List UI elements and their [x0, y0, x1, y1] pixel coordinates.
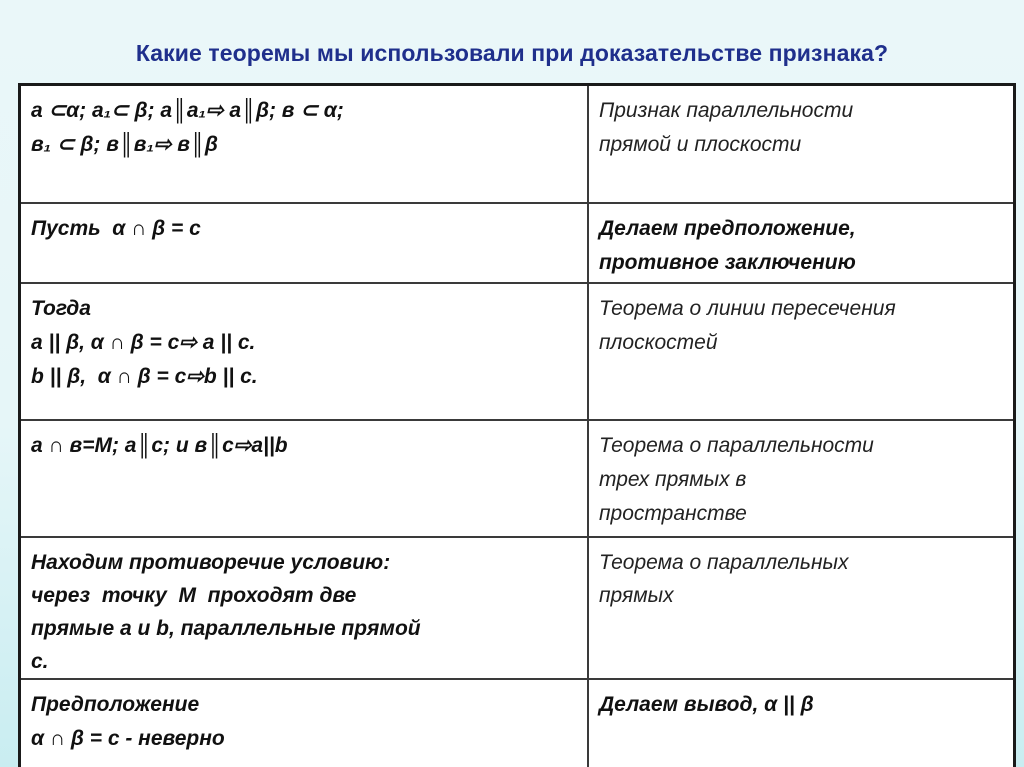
statement-line: а ⊂α; а₁⊂ β; а║а₁⇨ а║β; в ⊂ α; [31, 99, 344, 122]
theorem-line: трех прямых в [599, 468, 747, 491]
statement-line: прямые а и b, параллельные прямой [31, 617, 421, 640]
statement-line: Пусть α ∩ β = с [31, 217, 201, 240]
statement-line: α ∩ β = с - неверно [31, 727, 225, 750]
theorem-line: Теорема о параллельности [599, 434, 874, 457]
theorem-line: противное заключению [599, 251, 856, 274]
table-cell-statement [21, 204, 589, 282]
table-cell-statement [21, 538, 589, 678]
table-cell-statement [21, 86, 589, 202]
table-row [21, 204, 1013, 284]
theorem-line: Теорема о параллельных [599, 551, 849, 574]
table-cell-theorem [589, 204, 1013, 282]
theorem-line: плоскостей [599, 331, 718, 354]
table-cell-statement [21, 421, 589, 536]
table-row [21, 538, 1013, 680]
statement-line: b || β, α ∩ β = с⇨b || с. [31, 365, 258, 388]
theorem-line: прямых [599, 584, 674, 607]
statement-line: Предположение [31, 693, 200, 716]
statement-line: в₁ ⊂ β; в║в₁⇨ в║β [31, 133, 218, 156]
table-cell-theorem [589, 421, 1013, 536]
statement-line: а || β, α ∩ β = с⇨ а || с. [31, 331, 256, 354]
statement-line: через точку М проходят две [31, 584, 357, 607]
table-cell-statement [21, 284, 589, 419]
statement-line: Находим противоречие условию: [31, 551, 391, 574]
theorem-line: Теорема о линии пересечения [599, 297, 896, 320]
table-row [21, 284, 1013, 421]
theorem-line: Признак параллельности [599, 99, 854, 122]
table-cell-theorem [589, 680, 1013, 767]
theorem-line: Делаем предположение, [599, 217, 856, 240]
theorem-line: пространстве [599, 502, 747, 525]
table-cell-statement [21, 680, 589, 767]
page-title: Какие теоремы мы использовали при доказательстве признака? [135, 40, 889, 66]
statement-line: с. [31, 650, 49, 673]
table-cell-theorem [589, 284, 1013, 419]
table-row [21, 86, 1013, 204]
table-row [21, 680, 1013, 767]
theorem-table [18, 83, 1016, 767]
table-row [21, 421, 1013, 538]
theorem-line: Делаем вывод, α || β [599, 693, 814, 716]
table-cell-theorem [589, 538, 1013, 678]
statement-line: Тогда [31, 297, 91, 320]
table-cell-theorem [589, 86, 1013, 202]
theorem-line: прямой и плоскости [599, 133, 802, 156]
statement-line: а ∩ в=М; а║с; и в║с⇨а||b [31, 434, 288, 457]
